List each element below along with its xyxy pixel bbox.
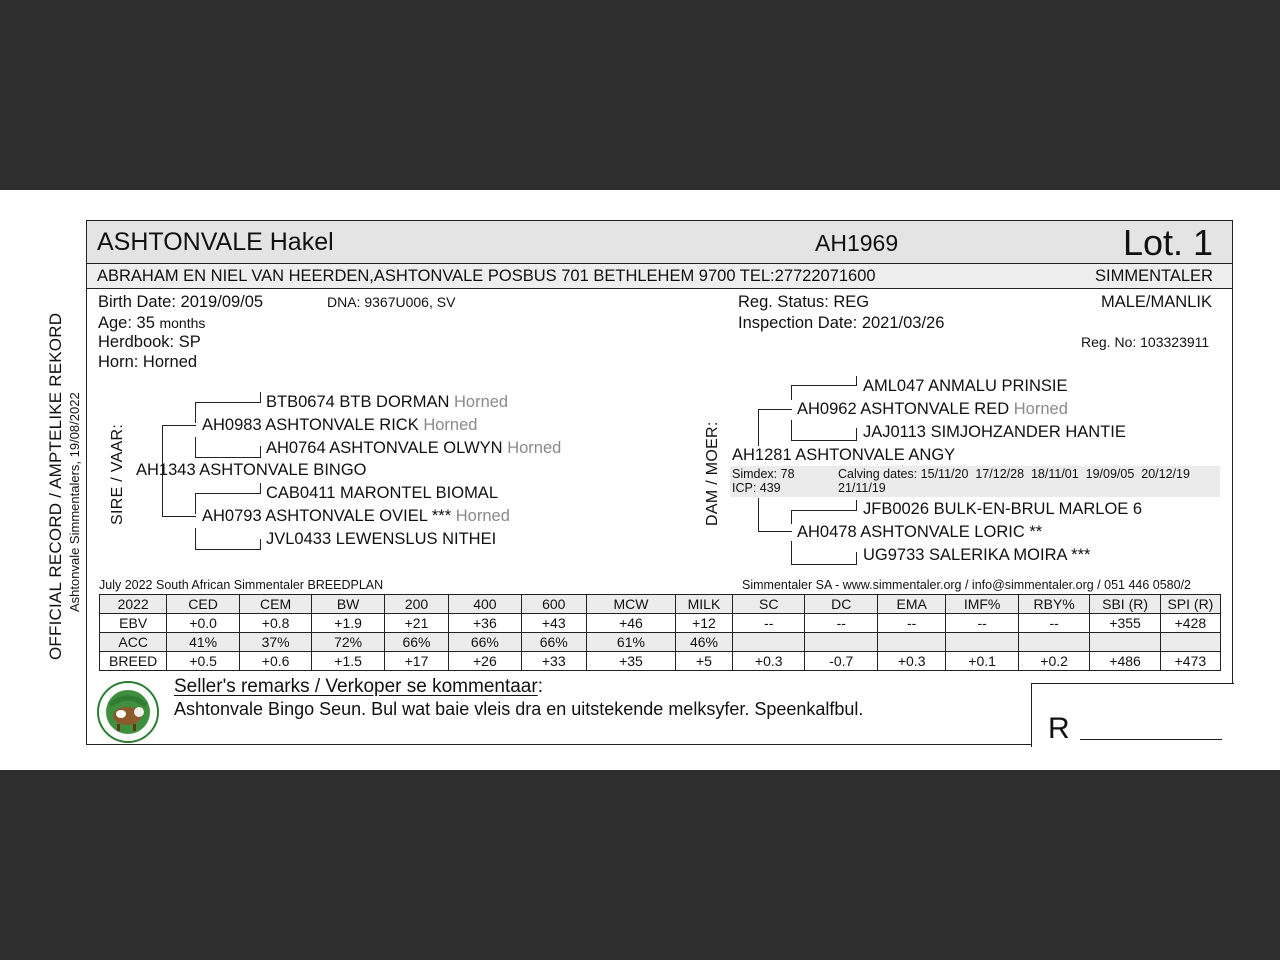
dam-bracket xyxy=(856,428,857,441)
ebv-cell: +35 xyxy=(586,652,675,671)
breeder-info: ABRAHAM EN NIEL VAN HEERDEN,ASHTONVALE POSBUS 701 BETHLEHEM 9700 TEL:27722071600 xyxy=(97,267,876,285)
age xyxy=(98,314,205,333)
dam-sire-dam: JAJ0113 SIMJOHZANDER HANTIE xyxy=(863,423,1126,441)
ebv-cell: +0.0 xyxy=(167,614,240,633)
sire-bracket xyxy=(260,392,261,403)
horn-tag: Horned xyxy=(423,416,478,434)
ebv-cell: +36 xyxy=(449,614,522,633)
sire-label: SIRE / VAAR: xyxy=(109,423,126,525)
ebv-cell: +5 xyxy=(675,652,732,671)
sire-bracket xyxy=(195,402,261,403)
ebv-row-header: ACC xyxy=(100,633,167,652)
ebv-cell: 41% xyxy=(167,633,240,652)
dam-bracket xyxy=(791,420,792,441)
age-value: Age: 35 xyxy=(98,314,155,332)
ebv-cell: +0.3 xyxy=(877,652,945,671)
sire-bracket xyxy=(195,437,196,458)
ebv-cell: +43 xyxy=(521,614,586,633)
horn-tag: Horned xyxy=(455,507,510,525)
ebv-row xyxy=(100,652,1221,671)
dam-name: AH1281 ASHTONVALE ANGY xyxy=(732,446,956,464)
stamp-label: Ashtonvale Simmentalers, 19/08/2022 xyxy=(67,392,82,612)
sire-dam xyxy=(202,507,510,526)
ebv-cell xyxy=(946,633,1019,652)
dna-info: DNA: 9367U006, SV xyxy=(327,294,456,310)
sex: MALE/MANLIK xyxy=(1101,293,1212,311)
ebv-cell xyxy=(1090,633,1160,652)
ebv-cell xyxy=(805,633,878,652)
ebv-cell: +473 xyxy=(1160,652,1220,671)
sire-bracket xyxy=(162,516,196,517)
dam-bracket xyxy=(791,564,857,565)
dam-bracket xyxy=(856,376,857,386)
dam-bracket xyxy=(791,510,792,524)
ebv-cell: BW xyxy=(312,595,385,614)
dam-dam-sire: JFB0026 BULK-EN-BRUL MARLOE 6 xyxy=(863,500,1143,518)
dam-sire xyxy=(797,400,1068,419)
sire-dam-name: AH0793 ASHTONVALE OVIEL *** xyxy=(202,507,452,525)
ebv-row xyxy=(100,633,1221,652)
ebv-cell: CED xyxy=(167,595,240,614)
ebv-cell: +0.6 xyxy=(239,652,312,671)
dam-bracket xyxy=(791,440,857,441)
ebv-cell: IMF% xyxy=(946,595,1019,614)
breedplan-contact: Simmentaler SA - www.simmentaler.org / info@simmentaler.org / 051 446 0580/2 xyxy=(742,578,1192,592)
ss-dam-name: AH0764 ASHTONVALE OLWYN xyxy=(266,439,503,457)
age-unit: months xyxy=(159,315,206,331)
sire-bracket xyxy=(195,493,196,514)
ebv-cell: +46 xyxy=(586,614,675,633)
ebv-cell: -- xyxy=(1018,614,1089,633)
sire-bracket xyxy=(195,457,261,458)
horn-tag: Horned xyxy=(1013,400,1068,418)
ebv-row-header: BREED xyxy=(100,652,167,671)
ebv-cell: 66% xyxy=(384,633,448,652)
ebv-cell: +33 xyxy=(521,652,586,671)
ebv-cell: +26 xyxy=(449,652,522,671)
ebv-cell: 66% xyxy=(449,633,522,652)
dam-bracket xyxy=(758,531,792,532)
ebv-row-header: EBV xyxy=(100,614,167,633)
ebv-cell: +428 xyxy=(1160,614,1220,633)
dam-sire-name: AH0962 ASHTONVALE RED xyxy=(797,400,1010,418)
sire-sire xyxy=(202,416,477,435)
ebv-cell: +1.5 xyxy=(312,652,385,671)
ebv-cell xyxy=(732,633,805,652)
ebv-cell: CEM xyxy=(239,595,312,614)
ebv-cell: SPI (R) xyxy=(1160,595,1220,614)
dam-dam: AH0478 ASHTONVALE LORIC ** xyxy=(797,523,1043,541)
ebv-cell: -- xyxy=(877,614,945,633)
icp: ICP: 439 xyxy=(732,481,781,495)
remarks-text: Ashtonvale Bingo Seun. Bul wat baie vleis dra en uitstekende melksyfer. Speenkalfbul. xyxy=(174,699,864,719)
ebv-row-header: 2022 xyxy=(100,595,167,614)
sire-dam-dam: JVL0433 LEWENSLUS NITHEI xyxy=(266,530,497,548)
society-logo-icon xyxy=(97,681,159,743)
horn-tag: Horned xyxy=(453,393,509,411)
inspection-date: Inspection Date: 2021/03/26 xyxy=(738,314,945,332)
ebv-cell: 37% xyxy=(239,633,312,652)
sire-name: AH1343 ASHTONVALE BINGO xyxy=(136,461,367,479)
ebv-table xyxy=(99,594,1221,671)
dam-bracket xyxy=(856,500,857,511)
sire-sire-dam xyxy=(266,439,561,458)
ebv-cell: -- xyxy=(805,614,878,633)
dam-bracket xyxy=(791,385,857,386)
ebv-cell: -0.7 xyxy=(805,652,878,671)
ebv-cell: +21 xyxy=(384,614,448,633)
ebv-cell: +0.5 xyxy=(167,652,240,671)
ebv-cell: -- xyxy=(732,614,805,633)
herdbook: Herdbook: SP xyxy=(98,333,201,351)
dam-bracket xyxy=(791,541,792,565)
calving-dates: Calving dates: 15/11/20 17/12/28 18/11/01 19/09/05 20/12/19 xyxy=(838,467,1190,481)
reg-status: Reg. Status: REG xyxy=(738,293,870,311)
ebv-cell: +355 xyxy=(1090,614,1160,633)
sire-bracket xyxy=(162,425,196,426)
ebv-cell xyxy=(1018,633,1089,652)
ebv-cell: +0.3 xyxy=(732,652,805,671)
horn-tag: Horned xyxy=(507,439,562,457)
ebv-row xyxy=(100,595,1221,614)
animal-code: AH1969 xyxy=(815,230,899,256)
remarks-colon: : xyxy=(537,676,543,697)
dam-bracket xyxy=(856,552,857,565)
official-record-label: OFFICIAL RECORD / AMPTELIKE REKORD xyxy=(46,312,65,660)
sire-bracket xyxy=(195,528,196,550)
ebv-cell: +486 xyxy=(1090,652,1160,671)
sire-bracket xyxy=(195,402,196,423)
lot-number: Lot. 1 xyxy=(1123,222,1214,263)
ebv-cell: +0.1 xyxy=(946,652,1019,671)
ebv-cell: RBY% xyxy=(1018,595,1089,614)
ebv-cell: 66% xyxy=(521,633,586,652)
reg-number: Reg. No: 103323911 xyxy=(1081,334,1210,350)
dam-label: DAM / MOER: xyxy=(704,421,721,526)
simdex: Simdex: 78 xyxy=(732,467,795,481)
ebv-cell: EMA xyxy=(877,595,945,614)
dam-bracket xyxy=(791,385,792,400)
sire-bracket xyxy=(260,446,261,458)
breedplan-caption: July 2022 South African Simmentaler BREEDPLAN xyxy=(99,578,384,592)
sire-bracket xyxy=(260,539,261,550)
ebv-cell: 72% xyxy=(312,633,385,652)
price-entry-line[interactable] xyxy=(1080,739,1222,740)
dam-bracket xyxy=(758,409,792,410)
ebv-cell: +1.9 xyxy=(312,614,385,633)
ebv-cell: -- xyxy=(946,614,1019,633)
birth-date: Birth Date: 2019/09/05 xyxy=(98,293,264,311)
ebv-row xyxy=(100,614,1221,633)
remarks-title xyxy=(174,676,543,698)
sire-bracket xyxy=(195,549,261,550)
ebv-cell xyxy=(877,633,945,652)
ebv-cell: +17 xyxy=(384,652,448,671)
ebv-cell: +0.2 xyxy=(1018,652,1089,671)
dam-dam-dam: UG9733 SALERIKA MOIRA *** xyxy=(863,546,1091,564)
ebv-cell: 400 xyxy=(449,595,522,614)
ebv-cell: 61% xyxy=(586,633,675,652)
ss-sire-name: BTB0674 BTB DORMAN xyxy=(266,393,450,411)
animal-name: ASHTONVALE Hakel xyxy=(97,228,334,256)
ebv-cell: DC xyxy=(805,595,878,614)
ebv-cell: 600 xyxy=(521,595,586,614)
ebv-cell: 200 xyxy=(384,595,448,614)
sire-sire-name: AH0983 ASHTONVALE RICK xyxy=(202,416,419,434)
dam-bracket xyxy=(791,510,857,511)
ebv-cell: +0.8 xyxy=(239,614,312,633)
ebv-cell: 46% xyxy=(675,633,732,652)
sire-sire-sire xyxy=(266,393,508,412)
currency-symbol: R xyxy=(1048,712,1070,745)
ebv-cell: MILK xyxy=(675,595,732,614)
sire-dam-sire: CAB0411 MARONTEL BIOMAL xyxy=(266,484,498,502)
sire-bracket xyxy=(260,483,261,494)
sire-bracket xyxy=(195,493,261,494)
ebv-cell: SC xyxy=(732,595,805,614)
dam-sire-sire: AML047 ANMALU PRINSIE xyxy=(863,377,1068,395)
ebv-cell xyxy=(1160,633,1220,652)
ebv-cell: +12 xyxy=(675,614,732,633)
ebv-cell: SBI (R) xyxy=(1090,595,1160,614)
dam-bracket xyxy=(758,409,759,446)
calving-dates-cont: 21/11/19 xyxy=(838,481,886,495)
remarks-title-text: Seller's remarks / Verkoper se kommentaar xyxy=(174,676,538,697)
ebv-cell: MCW xyxy=(586,595,675,614)
horn-status: Horn: Horned xyxy=(98,353,198,371)
breed-name: SIMMENTALER xyxy=(1095,267,1213,285)
dam-bracket xyxy=(758,498,759,532)
